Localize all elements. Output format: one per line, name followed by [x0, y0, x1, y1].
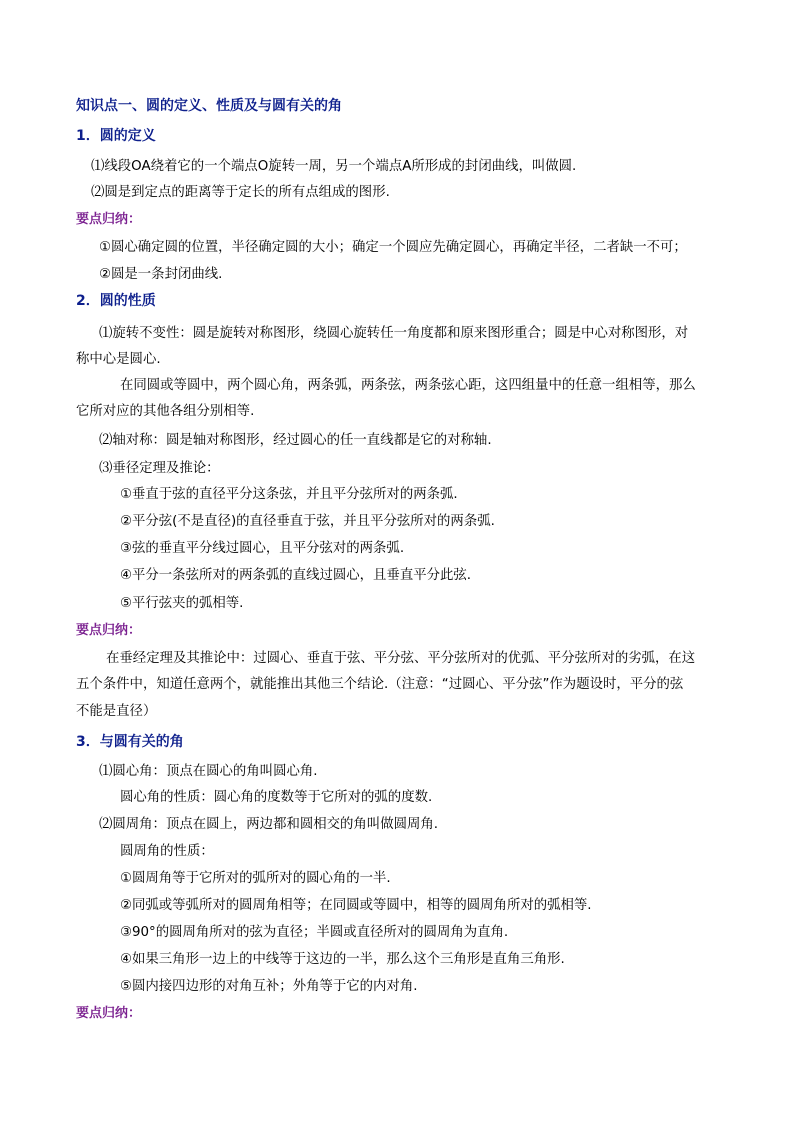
- theorem-item: ⑤平行弦夹的弧相等.: [120, 596, 244, 611]
- angles-paragraph: ⑵圆周角：顶点在圆上，两边都和圆相交的角叫做圆周角.: [99, 817, 439, 832]
- angles-paragraph: ⑴圆心角：顶点在圆心的角叫圆心角.: [99, 764, 318, 779]
- properties-paragraph: 称中心是圆心.: [76, 352, 161, 367]
- theorem-item: ③弦的垂直平分线过圆心，且平分弦对的两条弧.: [120, 541, 405, 556]
- key-points-label-1: 要点归纳：: [76, 212, 142, 227]
- angles-paragraph: 圆心角的性质：圆心角的度数等于它所对的弧的度数.: [120, 790, 433, 805]
- key-points-paragraph: 在垂经定理及其推论中：过圆心、垂直于弦、平分弦、平分弦所对的优弧、平分弦所对的劣弧，在这: [106, 651, 696, 666]
- angle-property-item: ⑤圆内接四边形的对角互补；外角等于它的内对角.: [120, 979, 418, 994]
- properties-paragraph: ⑶垂径定理及推论：: [99, 461, 220, 476]
- theorem-item: ②平分弦(不是直径)的直径垂直于弦，并且平分弦所对的两条弧.: [120, 514, 495, 529]
- key-point-item: ②圆是一条封闭曲线.: [99, 267, 223, 282]
- heading-definition: 1．圆的定义: [76, 128, 156, 144]
- angle-property-item: ①圆周角等于它所对的弧所对的圆心角的一半.: [120, 871, 391, 886]
- key-point-item: ①圆心确定圆的位置，半径确定圆的大小；确定一个圆应先确定圆心，再确定半径，二者缺一不可；: [99, 240, 687, 255]
- angle-property-item: ④如果三角形一边上的中线等于这边的一半，那么这个三角形是直角三角形.: [120, 952, 565, 967]
- heading-angles: 3．与圆有关的角: [76, 734, 184, 750]
- angles-paragraph: 圆周角的性质：: [120, 844, 214, 859]
- angle-property-item: ②同弧或等弧所对的圆周角相等；在同圆或等圆中，相等的圆周角所对的弧相等.: [120, 898, 592, 913]
- definition-paragraph-1: ⑴线段OA绕着它的一个端点O旋转一周，另一个端点A所形成的封闭曲线，叫做圆.: [91, 159, 577, 174]
- definition-paragraph-2: ⑵圆是到定点的距离等于定长的所有点组成的图形.: [91, 185, 390, 200]
- key-points-paragraph: 五个条件中，知道任意两个，就能推出其他三个结论.（注意：“过圆心、平分弦”作为题设时，平分的弦: [76, 677, 684, 692]
- properties-paragraph: 在同圆或等圆中，两个圆心角，两条弧，两条弦，两条弦心距，这四组量中的任意一组相等，那么: [120, 378, 696, 393]
- heading-properties: 2．圆的性质: [76, 293, 156, 309]
- theorem-item: ①垂直于弦的直径平分这条弦，并且平分弦所对的两条弧.: [120, 487, 458, 502]
- properties-paragraph: 它所对应的其他各组分别相等.: [76, 404, 255, 419]
- theorem-item: ④平分一条弦所对的两条弧的直线过圆心，且垂直平分此弦.: [120, 568, 472, 583]
- key-points-label-2: 要点归纳：: [76, 623, 142, 638]
- angle-property-item: ③90°的圆周角所对的弦为直径；半圆或直径所对的圆周角为直角.: [120, 925, 509, 940]
- properties-paragraph: ⑵轴对称：圆是轴对称图形，经过圆心的任一直线都是它的对称轴.: [99, 433, 492, 448]
- key-points-label-3: 要点归纳：: [76, 1006, 142, 1021]
- section-title: 知识点一、圆的定义、性质及与圆有关的角: [76, 98, 342, 114]
- key-points-paragraph: 不能是直径）: [76, 704, 157, 719]
- properties-paragraph: ⑴旋转不变性：圆是旋转对称图形，绕圆心旋转任一角度都和原来图形重合；圆是中心对称图形，对: [99, 326, 689, 341]
